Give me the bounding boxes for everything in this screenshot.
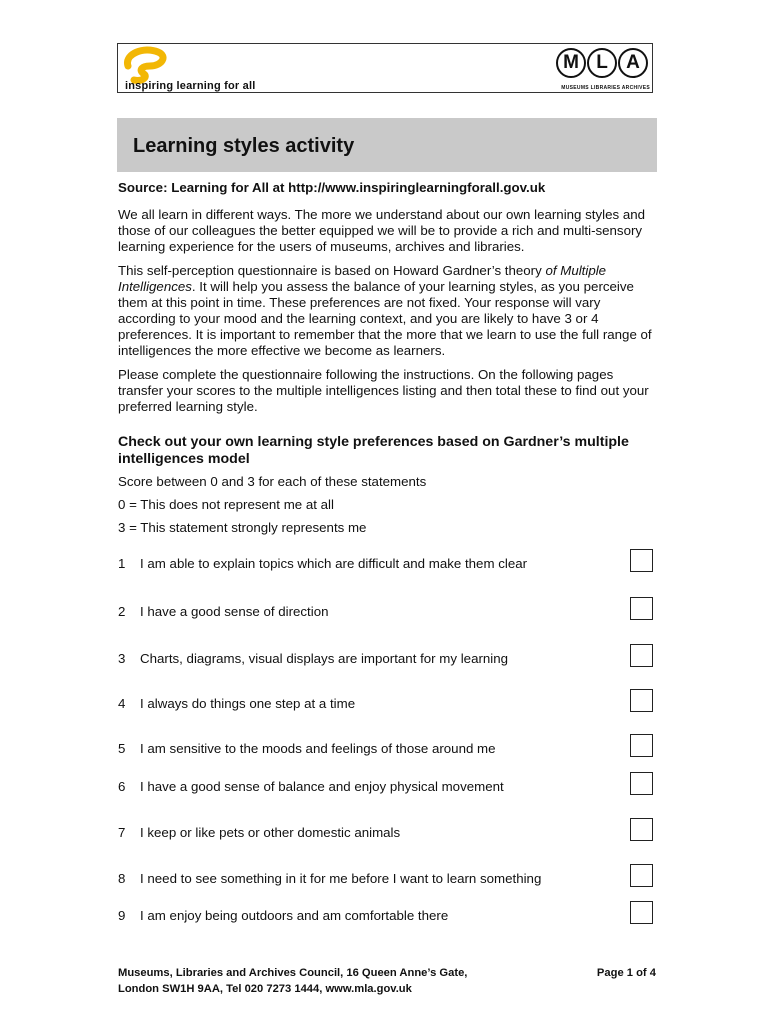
question-number: 4: [118, 696, 126, 711]
mla-letter-l: L: [587, 48, 617, 78]
source-line: Source: Learning for All at http://www.inspiringlearningforall.gov.uk: [118, 180, 546, 195]
score-input-box[interactable]: [630, 734, 653, 757]
question-text: I am able to explain topics which are difficult and make them clear: [140, 556, 528, 571]
question-row: [118, 741, 658, 765]
question-text: I always do things one step at a time: [140, 696, 356, 711]
question-number: 7: [118, 825, 126, 840]
question-row: [118, 651, 658, 675]
scoring-instructions: [118, 474, 658, 536]
question-text: I have a good sense of direction: [140, 604, 329, 619]
question-row: [118, 556, 658, 580]
scale-line-1: Score between 0 and 3 for each of these statements: [118, 474, 427, 489]
question-text: I am sensitive to the moods and feelings of those around me: [140, 741, 496, 756]
score-input-box[interactable]: [630, 549, 653, 572]
score-input-box[interactable]: [630, 689, 653, 712]
question-row: [118, 779, 658, 803]
question-row: [118, 604, 658, 628]
intro-paragraph-2: [118, 263, 658, 359]
question-row: [118, 871, 658, 895]
footer-line-2: London SW1H 9AA, Tel 020 7273 1444, www.mla.gov.uk: [118, 983, 412, 995]
score-input-box[interactable]: [630, 597, 653, 620]
mla-letter-a: A: [618, 48, 648, 78]
question-number: 8: [118, 871, 126, 886]
question-number: 3: [118, 651, 126, 666]
page-title: Learning styles activity: [133, 135, 355, 157]
page-header: [117, 43, 653, 93]
question-text: I have a good sense of balance and enjoy physical movement: [140, 779, 504, 794]
intro-content: [118, 180, 658, 543]
para2-emphasis: of Multiple Intelligences: [118, 263, 607, 294]
intro-paragraph-3: Please complete the questionnaire following the instructions. On the following pages transfer your scores to the multiple intelligences listing and then total these to find out your preferred learning style.: [118, 367, 649, 414]
mla-subtitle: MUSEUMS LIBRARIES ARCHIVES: [561, 85, 650, 91]
score-input-box[interactable]: [630, 772, 653, 795]
para2-start: This self-perception questionnaire is based on Howard Gardner’s theory: [118, 263, 546, 278]
score-input-box[interactable]: [630, 818, 653, 841]
question-number: 1: [118, 556, 126, 571]
question-number: 5: [118, 741, 126, 756]
mla-logo: [556, 48, 648, 78]
footer-address: [118, 965, 518, 997]
score-input-box[interactable]: [630, 644, 653, 667]
scale-line-3: 3 = This statement strongly represents me: [118, 520, 367, 535]
mla-letter-m: M: [556, 48, 586, 78]
scale-line-2: 0 = This does not represent me at all: [118, 497, 334, 512]
question-text: Charts, diagrams, visual displays are important for my learning: [140, 651, 509, 666]
question-row: [118, 908, 658, 932]
question-number: 6: [118, 779, 126, 794]
section-heading: Check out your own learning style preferences based on Gardner’s multiple intelligences model: [118, 434, 629, 467]
tagline: inspiring learning for all: [125, 80, 256, 92]
question-number: 9: [118, 908, 126, 923]
page-number: Page 1 of 4: [596, 967, 656, 979]
question-row: [118, 825, 658, 849]
footer-line-1: Museums, Libraries and Archives Council, 16 Queen Anne’s Gate,: [118, 967, 468, 979]
question-number: 2: [118, 604, 126, 619]
score-input-box[interactable]: [630, 901, 653, 924]
question-text: I keep or like pets or other domestic animals: [140, 825, 401, 840]
para2-end: . It will help you assess the balance of your learning styles, as you perceive them at this point in time. These preferences are not fixed. Your response will vary according to your mood and the learning context, and you are likely to have 3 or 4 preferences. It is important to remember that the more that we learn to use the full range of intelligences the more effective we become as learners.: [118, 279, 652, 358]
question-row: [118, 696, 658, 720]
score-input-box[interactable]: [630, 864, 653, 887]
question-text: I am enjoy being outdoors and am comfortable there: [140, 908, 449, 923]
question-text: I need to see something in it for me before I want to learn something: [140, 871, 542, 886]
title-bar: [117, 118, 657, 172]
intro-paragraph-1: We all learn in different ways. The more we understand about our own learning styles and those of our colleagues the better equipped we will be to provide a rich and multi-sensory learning experience for the users of museums, archives and libraries.: [118, 207, 646, 254]
